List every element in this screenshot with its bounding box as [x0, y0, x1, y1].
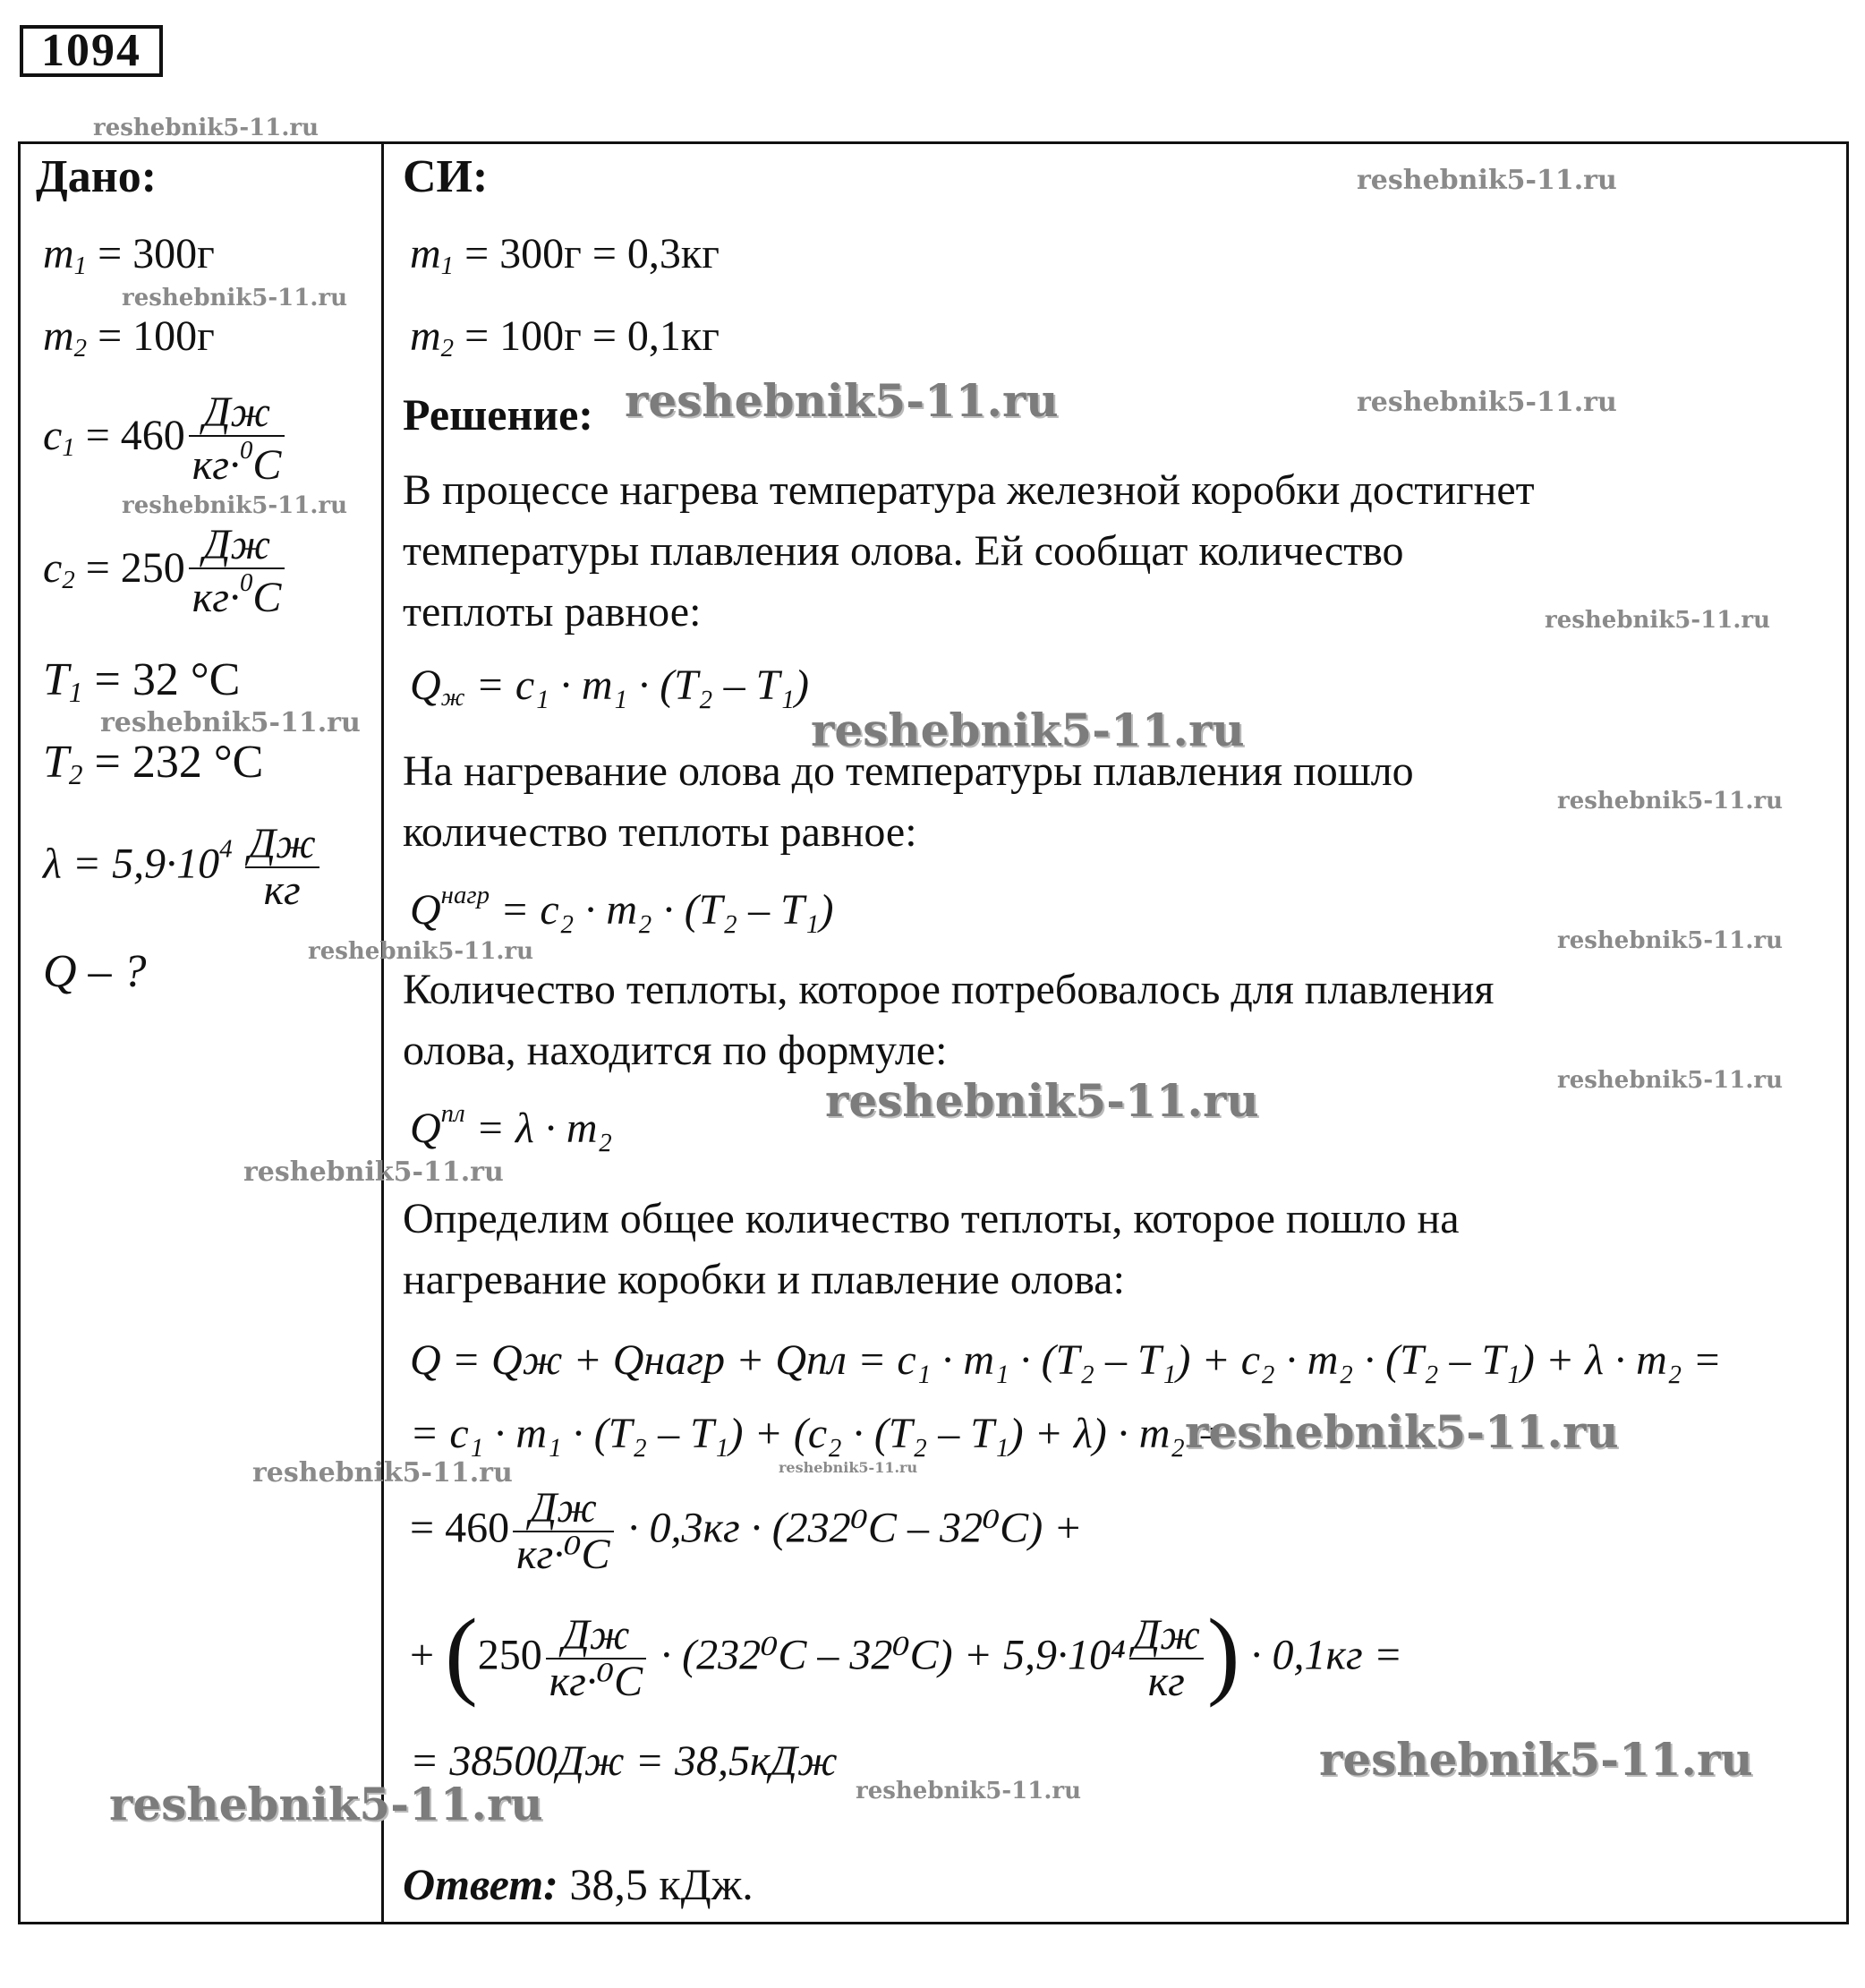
right-paren: )	[1206, 1599, 1240, 1709]
given-c1: $c_1 = 460$ $\frac{Дж}{кг\cdot^0C}$	[43, 390, 288, 489]
watermark: reshebnik5-11.ru	[1357, 387, 1617, 418]
watermark: reshebnik5-11.ru	[1185, 1405, 1619, 1458]
si-heading: СИ:	[403, 151, 489, 202]
watermark: reshebnik5-11.ru	[93, 115, 319, 141]
watermark: reshebnik5-11.ru	[1319, 1733, 1753, 1786]
solution-text-line: нагревание коробки и плавление олова:	[403, 1256, 1125, 1303]
solution-text-line: На нагревание олова до температуры плавления пошло	[403, 747, 1414, 795]
column-divider	[381, 141, 384, 1924]
formula-q-iron: $Q_ж = c_1 \cdot m_1 \cdot (T_2 - T_1)$	[410, 661, 809, 712]
watermark: reshebnik5-11.ru	[100, 707, 361, 738]
solution-heading: Решение:	[403, 389, 593, 439]
left-paren: (	[445, 1599, 478, 1709]
answer: Ответ: 38,5 кДж.	[403, 1859, 754, 1909]
solution-text-line: температуры плавления олова. Ей сообщат количество	[403, 527, 1404, 575]
formula-q-heat: $Q^{нагр} = c_2 \cdot m_2 \cdot (T_2 - T_1)$	[410, 881, 834, 934]
given-m2: $m_2 = 100г$	[43, 312, 215, 363]
solution-text-line: В процессе нагрева температура железной коробки достигнет	[403, 466, 1535, 514]
watermark: reshebnik5-11.ru	[825, 1074, 1259, 1127]
watermark: reshebnik5-11.ru	[1357, 165, 1617, 196]
given-question: Q – ?	[43, 946, 147, 997]
watermark: reshebnik5-11.ru	[109, 1778, 543, 1830]
si-m2: $m_2 = 100г = 0,1кг$	[410, 312, 720, 363]
watermark: reshebnik5-11.ru	[308, 938, 534, 965]
watermark: reshebnik5-11.ru	[1557, 1067, 1784, 1094]
watermark: reshebnik5-11.ru	[1545, 607, 1771, 634]
formula-result: = 38500Дж = 38,5кДж	[410, 1737, 838, 1785]
given-m1: $m_1 = 300г$	[43, 230, 215, 281]
watermark: reshebnik5-11.ru	[243, 1156, 504, 1188]
watermark: reshebnik5-11.ru	[779, 1459, 918, 1476]
watermark: reshebnik5-11.ru	[856, 1778, 1082, 1805]
watermark: reshebnik5-11.ru	[122, 492, 348, 519]
solution-text-line: Количество теплоты, которое потребовалось для плавления	[403, 966, 1495, 1013]
given-lambda: $\lambda = 5,9\cdot 10^4$ $\frac{Дж}{кг}$	[43, 822, 323, 914]
si-m1: $m_1 = 300г = 0,3кг$	[410, 230, 720, 281]
watermark: reshebnik5-11.ru	[625, 374, 1059, 427]
watermark: reshebnik5-11.ru	[122, 285, 348, 311]
watermark: reshebnik5-11.ru	[252, 1457, 513, 1489]
watermark: reshebnik5-11.ru	[1557, 927, 1784, 954]
given-c2: $c_2 = 250$ $\frac{Дж}{кг\cdot^0C}$	[43, 523, 288, 621]
solution-text-line: теплоты равное:	[403, 588, 702, 636]
given-t1: $T_1 = 32$ °C	[43, 654, 241, 708]
formula-total: Q = Qж + Qнагр + Qпл = c₁ · m₁ · (T₂ – T₁) + c₂ · m₂ · (T₂ – T₁) + λ · m₂ =	[410, 1336, 1722, 1384]
formula-substitution-2: + (250 $\frac{Дж}{\text{кг·⁰C}}$ · (232⁰C – 32⁰C) + 5,9·10⁴ $\frac{Дж}{кг}$ ) · 0,1кг =	[410, 1599, 1403, 1709]
formula-substitution-1: = 460 $\frac{Дж}{\text{кг·⁰C}}$ · 0,3кг · (232⁰C – 32⁰C) +	[410, 1484, 1083, 1579]
given-heading: Дано:	[36, 151, 158, 202]
formula-total-grouped: = c₁ · m₁ · (T₂ – T₁) + (c₂ · (T₂ – T₁) + λ) · m₂ =	[410, 1410, 1225, 1457]
problem-number: 1094	[20, 25, 163, 77]
solution-text-line: Определим общее количество теплоты, которое пошло на	[403, 1195, 1460, 1242]
watermark: reshebnik5-11.ru	[1557, 788, 1784, 815]
watermark: reshebnik5-11.ru	[811, 704, 1245, 756]
solution-text-line: олова, находится по формуле:	[403, 1027, 948, 1074]
formula-q-melt: $Q^{пл} = \lambda \cdot m_2$	[410, 1099, 613, 1153]
given-t2: $T_2 = 232$ °C	[43, 737, 264, 790]
solution-text-line: количество теплоты равное:	[403, 808, 917, 856]
